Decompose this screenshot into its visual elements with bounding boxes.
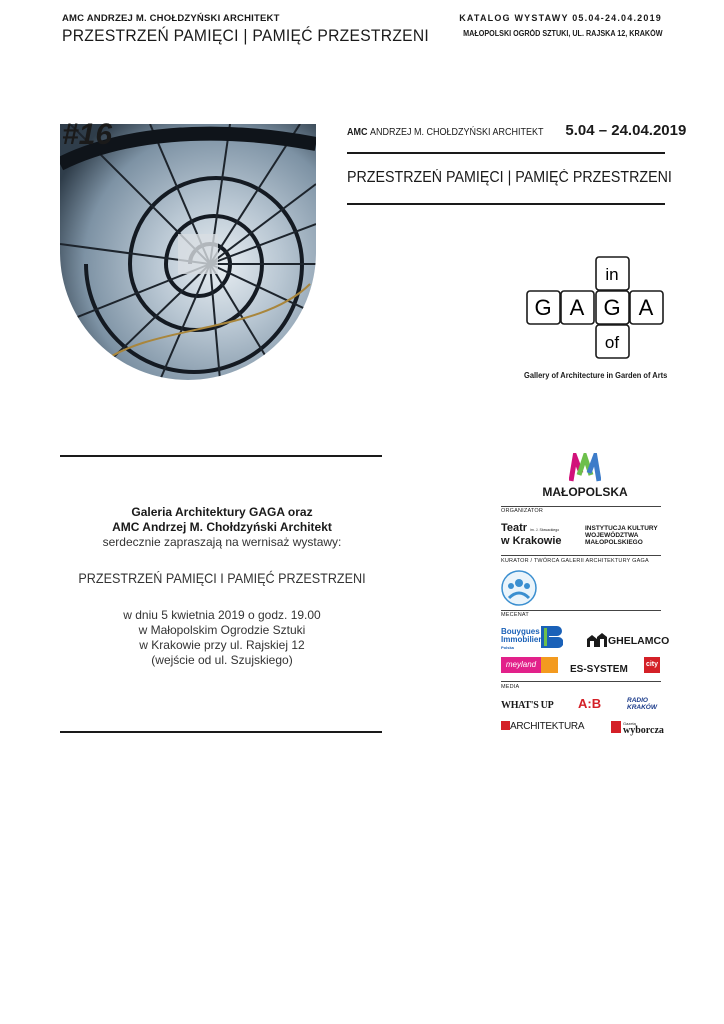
curator-label: KURATOR / TWÓRCA GALERII ARCHITEKTURY GAGA: [501, 558, 649, 564]
invitation-detail: (wejście od ul. Szujskiego): [151, 653, 293, 667]
divider: [60, 731, 382, 733]
meyland-text: meyland: [501, 657, 541, 673]
exhibition-dates: 5.04 – 24.04.2019: [565, 122, 687, 139]
sponsor-divider: [501, 555, 661, 556]
radio-line: RADIO: [627, 697, 648, 704]
sponsor-divider: [501, 506, 661, 507]
architektura-mark: [501, 721, 510, 730]
invitation-line1: Galeria Architektury GAGA oraz: [131, 505, 313, 519]
curator-logo: [501, 570, 537, 606]
malopolska-logo: MAŁOPOLSKA: [542, 485, 628, 499]
teatr-small: im. J. Słowackiego: [530, 528, 560, 532]
teatr-logo: [501, 523, 562, 547]
invitation-line2: AMC Andrzej M. Chołdzyński Architekt: [112, 520, 332, 534]
gaga-cell-in: in: [605, 265, 619, 284]
organizer-label: ORGANIZATOR: [501, 508, 544, 514]
invitation-line3: serdecznie zapraszają na wernisaż wystawy:: [102, 535, 342, 549]
instytucja-line: WOJEWÓDZTWA: [585, 532, 639, 539]
ghelamco-mark: [587, 633, 607, 647]
teatr-word: Teatr: [501, 522, 528, 534]
radio-line: KRAKÓW: [627, 704, 657, 711]
instytucja-line: MAŁOPOLSKIEGO: [585, 539, 643, 546]
wyborcza-logo: [611, 720, 664, 734]
exhibition-header: [347, 122, 687, 139]
bouygues-country: Polska: [501, 645, 514, 650]
ab-logo: A:B: [578, 696, 602, 711]
spiral-staircase-photo: [60, 124, 316, 380]
gaga-logo: [524, 255, 664, 360]
amc-label: AMC: [347, 127, 368, 138]
es-system-logo: ES-SYSTEM: [570, 664, 628, 675]
invitation-detail: w Małopolskim Ogrodzie Sztuki: [138, 623, 306, 637]
meyland-mark: [541, 657, 558, 673]
bouygues-mark: [541, 626, 563, 648]
gazeta-text: Gazeta: [623, 721, 636, 726]
architektura-text: ARCHITEKTURA: [510, 721, 585, 732]
teatr-city: w Krakowie: [501, 535, 562, 547]
header-title: PRZESTRZEŃ PAMIĘCI | PAMIĘĆ PRZESTRZENI: [62, 26, 430, 45]
gaga-cell-of: of: [604, 333, 620, 352]
instytucja-line: INSTYTUCJA KULTURY: [585, 525, 658, 532]
architect-name: ANDRZEJ M. CHOŁDZYŃSKI ARCHITEKT: [370, 127, 544, 138]
wyborcza-text: [623, 720, 664, 734]
sponsor-divider: [501, 610, 661, 611]
gaga-cell-g2: G: [603, 295, 621, 320]
gaga-cell-a1: A: [569, 295, 585, 320]
wyborcza-word: wyborcza: [623, 725, 664, 736]
invitation-title: PRZESTRZEŃ PAMIĘCI I PAMIĘĆ PRZESTRZENI: [78, 570, 366, 586]
malopolska-logo-mark: [569, 453, 601, 483]
divider: [347, 203, 665, 205]
patron-label: MECENAT: [501, 612, 529, 618]
instytucja-logo: [585, 525, 658, 546]
city-logo: city: [644, 657, 660, 673]
gaga-cell-g1: G: [534, 295, 552, 320]
divider: [347, 152, 665, 154]
header-address: MAŁOPOLSKI OGRÓD SZTUKI, UL. RAJSKA 12, KRAKÓW: [462, 29, 662, 38]
gaga-cell-a2: A: [638, 295, 654, 320]
bouygues-line: Immobilier: [501, 635, 542, 644]
whats-up-logo: WHAT'S UP: [501, 700, 554, 711]
gaga-caption: Gallery of Architecture in Garden of Arts: [524, 370, 668, 380]
exhibition-title: PRZESTRZEŃ PAMIĘCI | PAMIĘĆ PRZESTRZENI: [347, 169, 672, 186]
radio-krakow-logo: [627, 697, 657, 711]
header-catalog: KATALOG WYSTAWY 05.04-24.04.2019: [459, 13, 662, 23]
meyland-logo: [501, 657, 558, 673]
ghelamco-logo: GHELAMCO: [608, 635, 670, 647]
invitation-detail: w dniu 5 kwietnia 2019 o godz. 19.00: [123, 608, 321, 622]
media-label: MEDIA: [501, 684, 520, 690]
issue-number: #16: [62, 118, 113, 151]
header-architect: AMC ANDRZEJ M. CHOŁDZYŃSKI ARCHITEKT: [62, 13, 280, 24]
bouygues-logo: [501, 628, 541, 652]
invitation-block: [62, 505, 382, 668]
wyborcza-mark: [611, 721, 621, 733]
exhibition-architect: [347, 127, 544, 138]
invitation-detail: w Krakowie przy ul. Rajskiej 12: [139, 638, 305, 652]
divider: [60, 455, 382, 457]
sponsor-divider: [501, 681, 661, 682]
architektura-logo: [501, 721, 584, 732]
bouygues-line: Bouygues: [501, 627, 540, 636]
